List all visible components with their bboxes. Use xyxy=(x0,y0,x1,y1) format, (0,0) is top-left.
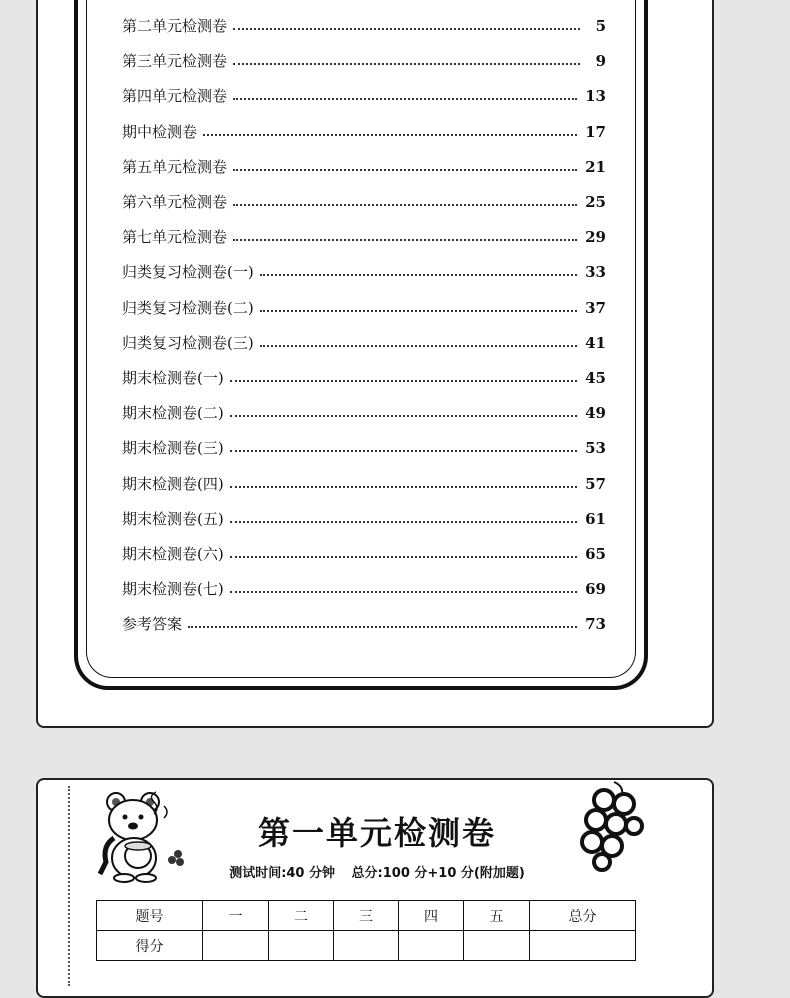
toc-entry[interactable] xyxy=(122,258,606,282)
score-cell[interactable] xyxy=(530,931,636,961)
toc-dot-leader xyxy=(203,134,577,136)
toc-entry-title: 第三单元检测卷 xyxy=(122,52,228,71)
toc-entry-title: 归类复习检测卷(一) xyxy=(122,263,254,282)
toc-entry-title: 参考答案 xyxy=(122,615,183,634)
score-table-header-cell: 二 xyxy=(269,901,334,931)
toc-entry-page: 25 xyxy=(585,193,606,211)
toc-entry[interactable] xyxy=(122,434,606,458)
toc-entry-title: 第五单元检测卷 xyxy=(122,157,228,176)
toc-entry[interactable] xyxy=(122,399,606,423)
score-table-header-cell: 五 xyxy=(464,901,530,931)
exam-page xyxy=(36,778,714,998)
score-table-header-cell: 三 xyxy=(334,901,399,931)
toc-entry-title: 期末检测卷(七) xyxy=(122,580,224,599)
score-table xyxy=(96,900,636,961)
toc-entry-page: 21 xyxy=(585,157,606,176)
toc-entry[interactable] xyxy=(122,505,606,529)
toc-entry[interactable] xyxy=(122,540,606,564)
toc-entry[interactable] xyxy=(122,82,606,106)
score-cell[interactable] xyxy=(399,931,464,961)
toc-entry[interactable] xyxy=(122,610,606,634)
toc-entry-title: 期末检测卷(三) xyxy=(122,439,224,458)
toc-page xyxy=(36,0,714,728)
toc-entry-page: 69 xyxy=(585,580,606,599)
toc-dot-leader xyxy=(230,521,577,523)
toc-entry-page: 49 xyxy=(585,404,606,423)
toc-entry-page: 13 xyxy=(585,87,606,106)
score-table-header-cell: 总分 xyxy=(530,901,636,931)
toc-entry[interactable] xyxy=(122,470,606,494)
score-cell[interactable] xyxy=(203,931,269,961)
toc-dot-leader xyxy=(188,626,577,628)
toc-dot-leader xyxy=(260,345,577,347)
toc-dot-leader xyxy=(230,450,577,452)
score-table-header-cell: 四 xyxy=(399,901,464,931)
toc-entry-title: 第七单元检测卷 xyxy=(122,228,228,247)
toc-dot-leader xyxy=(233,28,580,30)
toc-entry-title: 期末检测卷(四) xyxy=(122,474,224,493)
toc-entry-page: 37 xyxy=(585,298,606,317)
toc-entry-page: 5 xyxy=(595,17,606,35)
toc-entry-title: 期中检测卷 xyxy=(122,122,198,141)
score-table-header-cell: 题号 xyxy=(97,901,203,931)
toc-entry-page: 29 xyxy=(585,228,606,247)
toc-dot-leader xyxy=(230,591,577,593)
toc-dot-leader xyxy=(233,169,577,171)
toc-entry-page: 45 xyxy=(585,369,606,387)
toc-entry-page: 41 xyxy=(585,333,606,352)
toc-entry[interactable] xyxy=(122,223,606,247)
toc-entry-title: 归类复习检测卷(二) xyxy=(122,298,254,317)
toc-entry-title: 第四单元检测卷 xyxy=(122,87,228,106)
exam-score-label: 总分:100 分+10 分(附加题) xyxy=(351,866,525,881)
score-cell[interactable] xyxy=(334,931,399,961)
toc-dot-leader xyxy=(260,310,577,312)
toc-dot-leader xyxy=(233,239,577,241)
exam-title: 第一单元检测卷 xyxy=(257,814,496,852)
toc-entry-title: 期末检测卷(五) xyxy=(122,509,224,528)
score-table-score-row xyxy=(97,931,636,961)
toc-dot-leader xyxy=(230,556,577,558)
exam-meta xyxy=(38,862,716,881)
score-cell[interactable] xyxy=(269,931,334,961)
toc-dot-leader xyxy=(233,63,580,65)
toc-dot-leader xyxy=(233,204,577,206)
toc-entry-title: 第二单元检测卷 xyxy=(122,17,228,35)
toc-entry-title: 期末检测卷(一) xyxy=(122,369,224,387)
toc-dot-leader xyxy=(260,274,577,276)
toc-entry[interactable] xyxy=(122,364,606,388)
toc-entry[interactable] xyxy=(122,47,606,71)
toc-entry-page: 73 xyxy=(585,615,606,634)
toc-entry[interactable] xyxy=(122,12,606,36)
toc-entry-page: 17 xyxy=(585,122,606,141)
toc-entry-page: 61 xyxy=(585,509,606,528)
score-row-label: 得分 xyxy=(97,931,203,961)
toc-entry-title: 期末检测卷(六) xyxy=(122,545,224,563)
toc-entry-page: 33 xyxy=(585,263,606,282)
exam-time-label: 测试时间:40 分钟 xyxy=(229,866,336,881)
toc-entry-page: 65 xyxy=(585,545,606,563)
toc-dot-leader xyxy=(230,415,577,417)
score-table-header-cell: 一 xyxy=(203,901,269,931)
toc-dot-leader xyxy=(230,486,577,488)
toc-entry[interactable] xyxy=(122,575,606,599)
toc-entry-page: 57 xyxy=(585,474,606,493)
toc-entry-title: 第六单元检测卷 xyxy=(122,193,228,211)
toc-entry[interactable] xyxy=(122,329,606,353)
toc-entry[interactable] xyxy=(122,294,606,318)
toc-dot-leader xyxy=(233,98,577,100)
toc-entry[interactable] xyxy=(122,118,606,142)
toc-entry[interactable] xyxy=(122,153,606,177)
toc-entry-page: 53 xyxy=(585,439,606,458)
toc-entry-page: 9 xyxy=(595,52,606,71)
toc-entry-title: 归类复习检测卷(三) xyxy=(122,333,254,352)
toc-entry[interactable] xyxy=(122,188,606,212)
toc-dot-leader xyxy=(230,380,577,382)
score-table-header-row xyxy=(97,901,636,931)
toc-entry-title: 期末检测卷(二) xyxy=(122,404,224,423)
score-cell[interactable] xyxy=(464,931,530,961)
